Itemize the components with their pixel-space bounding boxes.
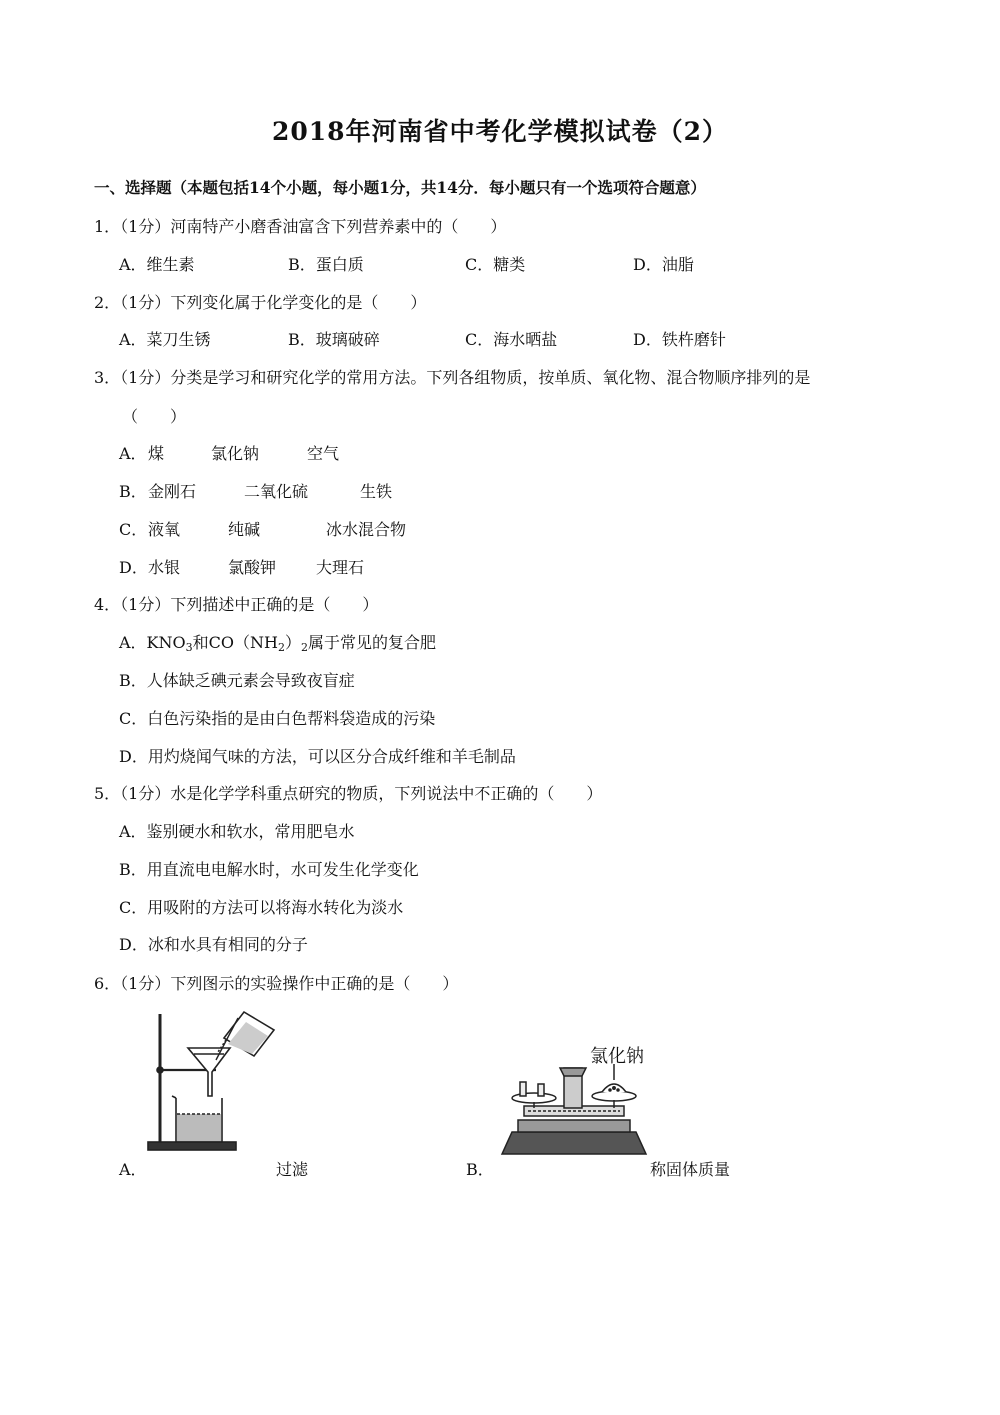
option-b: B．蛋白质 [288,255,364,274]
question-5-option-a: A．鉴别硬水和软水，常用肥皂水 [119,822,355,841]
option-a: A．维生素 [119,255,195,274]
question-4-option-d: D．用灼烧闻气味的方法，可以区分合成纤维和羊毛制品 [119,747,516,766]
option-b: B．玻璃破碎 [288,330,380,349]
question-5-stem: 5．（1分）水是化学学科重点研究的物质，下列说法中不正确的（ ） [94,784,603,803]
question-1-stem: 1．（1分）河南特产小磨香油富含下列营养素中的（ ） [94,217,507,236]
question-2-stem: 2．（1分）下列变化属于化学变化的是（ ） [94,293,427,312]
option-d: D．铁杵磨针 [633,330,726,349]
figure-b-inset-label: 氯化钠 [590,1046,644,1067]
section-heading: 一、选择题（本题包括14个小题，每小题1分，共14分．每小题只有一个选项符合题意） [94,178,706,197]
question-4-stem: 4．（1分）下列描述中正确的是（ ） [94,595,379,614]
exam-page: 2018年河南省中考化学模拟试卷（2） 一、选择题（本题包括14个小题，每小题1分，共14分．每小题只有一个选项符合题意） 1．（1分）河南特产小磨香油富含下列营养素中的（ ） A．维生素 B．蛋白质 C．糖类 D．油脂 2．（1分）下列变化属于化学变化的是（ ） A．菜刀生锈 B．玻璃破碎 C．海水晒盐 D．铁杵磨针 3．（1分）分类是学习和研究化学的常用方法。下列各组物质，按单质、氧化物、混合物顺序排列的是 （ ） A． 煤 氯化钠 空气 B． 金刚石 二氧化硫 生铁 C． 液氧 纯碱 冰水混合物 D． 水银 氯酸钾 大理石 4．（1分）下列描述中正确的是（ ） A．$KNO_3$和$CO(NH_2)_2$属于常见的复合肥 B．人体缺乏碘元素会导致夜盲症 C．白色污染指的是由白色帮料袋造成的污染 D．用灼烧闻气味的方法，可以区分合成纤维和羊毛制品 5．（1分）水是化学学科重点研究的物质，下列说法中不正确的（ ） A．鉴别硬水和软水，常用肥皂水 B．用直流电电解水时，水可发生化学变化 C．用吸附的方法可以将海水转化为淡水 D．冰和水具有相同的分子 6．（1分）下列图示的实验操作中正确的是（ ） A． 过滤 氯化钠 B． 称固体质量 [0,0,1000,1415]
question-6-stem: 6．（1分）下列图示的实验操作中正确的是（ ） [94,974,459,993]
filtration-figure [146,1008,278,1158]
question-4-option-b: B．人体缺乏碘元素会导致夜盲症 [119,671,355,690]
question-5-option-b: B．用直流电电解水时，水可发生化学变化 [119,860,419,879]
option-c: C．海水晒盐 [465,330,558,349]
question-3-stem-cont: （ ） [122,407,187,426]
option-d: D．油脂 [633,255,694,274]
figure-b-caption: 称固体质量 [650,1160,731,1179]
question-3-stem: 3．（1分）分类是学习和研究化学的常用方法。下列各组物质，按单质、氧化物、混合物顺序排列的是 [94,368,811,387]
figure-b-letter: B． [466,1160,494,1179]
question-5-option-d: D．冰和水具有相同的分子 [119,935,308,954]
option-a: A．菜刀生锈 [119,330,211,349]
question-5-option-c: C．用吸附的方法可以将海水转化为淡水 [119,898,404,917]
option-c: C．糖类 [465,255,526,274]
balance-figure [498,1062,650,1160]
question-4-option-a: A．$KNO_3$和$CO(NH_2)_2$属于常见的复合肥 [119,633,436,654]
figure-a-letter: A． [119,1160,147,1179]
figure-a-caption: 过滤 [276,1160,309,1179]
page-title: 2018年河南省中考化学模拟试卷（2） [272,117,728,146]
question-4-option-c: C．白色污染指的是由白色帮料袋造成的污染 [119,709,436,728]
